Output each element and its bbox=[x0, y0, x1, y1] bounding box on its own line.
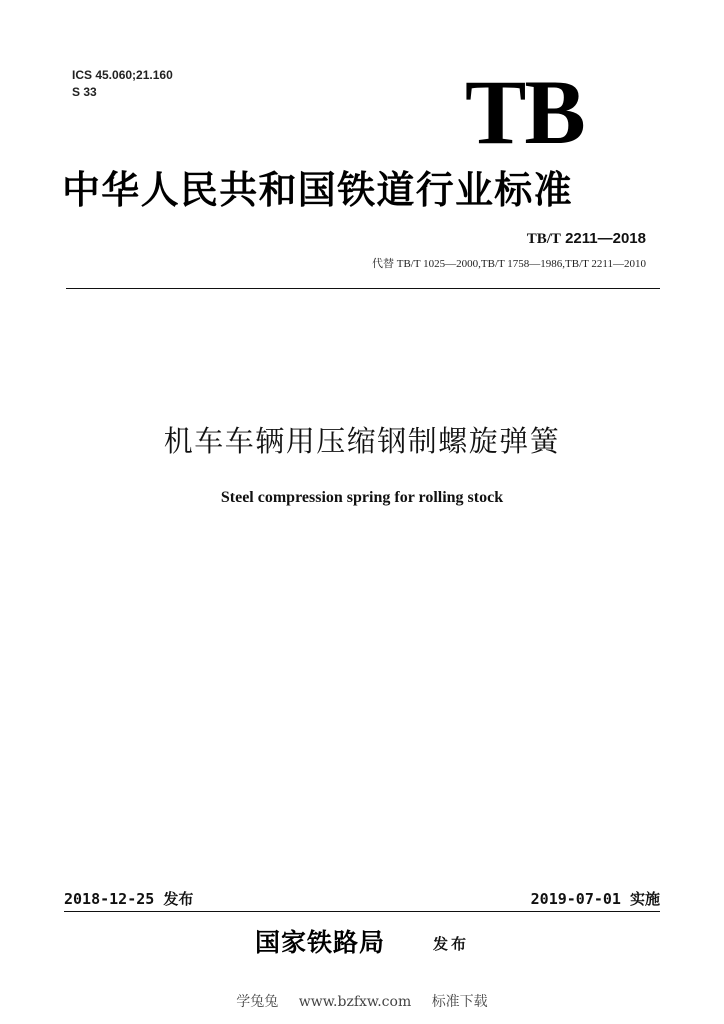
publish-label: 发布 bbox=[433, 935, 470, 953]
replaces-standards: 代替 TB/T 1025—2000,TB/T 1758—1986,TB/T 2211—2010 bbox=[372, 258, 646, 270]
footer-watermark bbox=[0, 992, 724, 1012]
implementation-date: 2019-07-01 实施 bbox=[530, 890, 660, 908]
footer-divider bbox=[64, 911, 660, 912]
classification-code: S 33 bbox=[72, 85, 97, 99]
watermark-url[interactable]: www.bzfxw.com bbox=[298, 994, 412, 1010]
standard-code-prefix: TB/T bbox=[526, 231, 561, 247]
watermark-tagline: 标准下载 bbox=[431, 994, 488, 1010]
standard-code-number: 2211—2018 bbox=[565, 230, 646, 247]
standard-number bbox=[527, 229, 646, 249]
publisher-name: 国家铁路局 bbox=[255, 928, 386, 957]
ics-code: ICS 45.060;21.160 bbox=[72, 68, 173, 82]
tb-logo: TB bbox=[465, 61, 584, 163]
issue-date: 2018-12-25 发布 bbox=[64, 890, 194, 908]
document-title: 机车车辆用压缩钢制螺旋弹簧 bbox=[163, 424, 561, 458]
watermark-site-name: 学兔兔 bbox=[236, 994, 279, 1010]
header-divider bbox=[66, 288, 660, 289]
issuer-title: 中华人民共和国铁道行业标准 bbox=[62, 168, 573, 212]
document-title-english: Steel compression spring for rolling stock bbox=[220, 489, 504, 506]
